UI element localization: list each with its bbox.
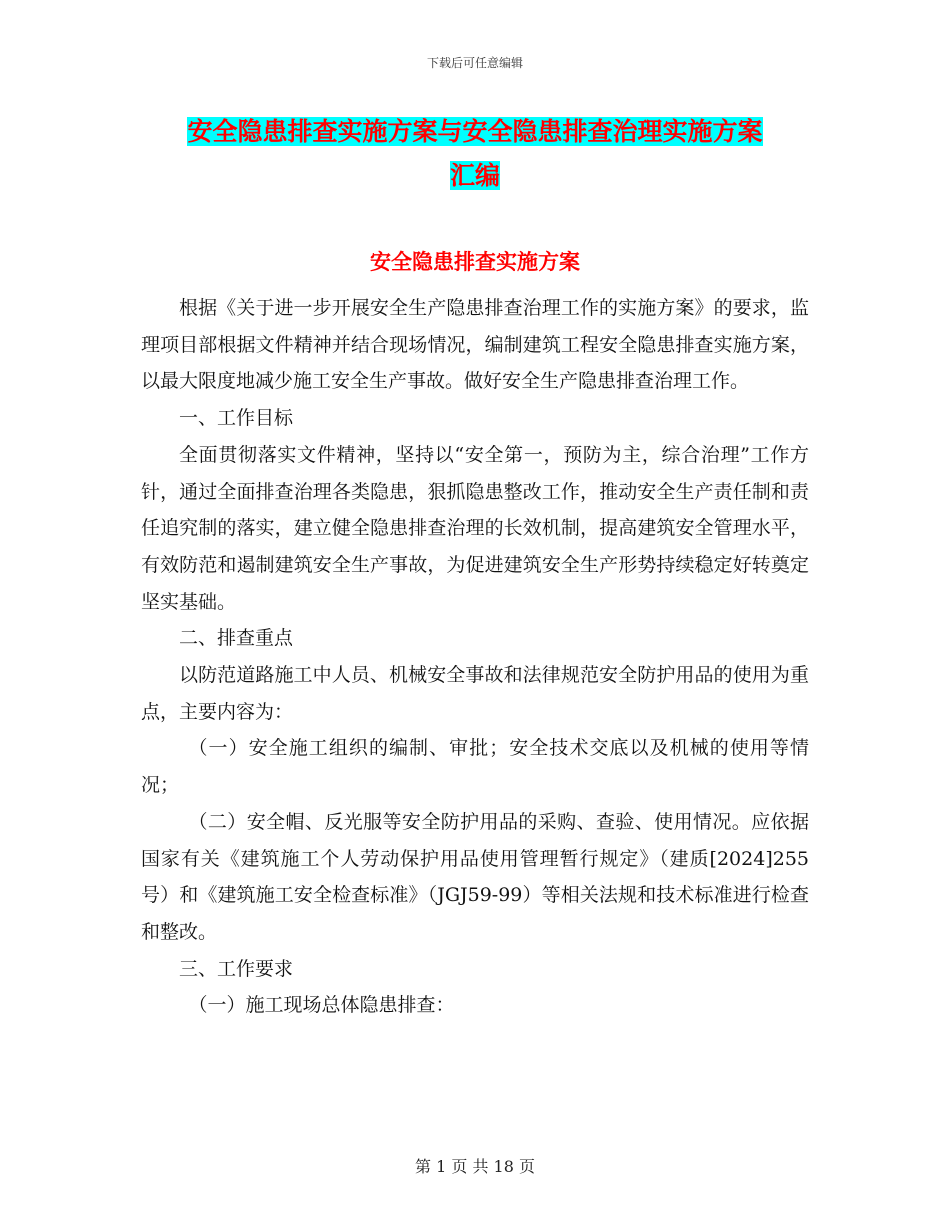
page-header-note: 下载后可任意编辑: [426, 56, 523, 70]
paragraph-intro: 根据《关于进一步开展安全生产隐患排查治理工作的实施方案》的要求，监理项目部根据文件精神并结合现场情况，编制建筑工程安全隐患排查实施方案，以最大限度地减少施工安全生产事故。做好安全生产隐患排查治理工作。: [141, 297, 809, 393]
heading-work-goal: 一、工作目标: [179, 407, 294, 430]
document-title-line-1: 安全隐患排查实施方案与安全隐患排查治理实施方案: [187, 117, 763, 146]
section-title: 安全隐患排查实施方案: [370, 250, 580, 274]
page-footer: 第 1 页 共 18 页: [415, 1157, 535, 1176]
list-item-site-inspection: （一）施工现场总体隐患排查：: [188, 994, 455, 1017]
heading-inspection-focus: 二、排查重点: [179, 627, 294, 650]
list-item-2: （二）安全帽、反光服等安全防护用品的采购、查验、使用情况。应依据国家有关《建筑施工个人劳动保护用品使用管理暂行规定》（建质[2024]255号）和《建筑施工安全检查标准》（JGJ59-99）等相关法规和技术标准进行检查和整改。: [141, 810, 809, 943]
document-title-line-2: 汇编: [449, 161, 500, 190]
document-title: [140, 110, 810, 198]
paragraph-inspection-focus: 以防范道路施工中人员、机械安全事故和法律规范安全防护用品的使用为重点，主要内容为：: [141, 664, 809, 723]
document-body: [141, 290, 809, 1024]
heading-work-requirements: 三、工作要求: [179, 957, 294, 980]
list-item-1: （一）安全施工组织的编制、审批；安全技术交底以及机械的使用等情况；: [141, 737, 809, 797]
paragraph-work-goal: 全面贯彻落实文件精神，坚持以“安全第一，预防为主，综合治理”工作方针，通过全面排查治理各类隐患，狠抓隐患整改工作，推动安全生产责任制和责任追究制的落实，建立健全隐患排查治理的长效机制，提高建筑安全管理水平，有效防范和遏制建筑安全生产事故，为促进建筑安全生产形势持续稳定好转奠定坚实基础。: [141, 443, 809, 613]
